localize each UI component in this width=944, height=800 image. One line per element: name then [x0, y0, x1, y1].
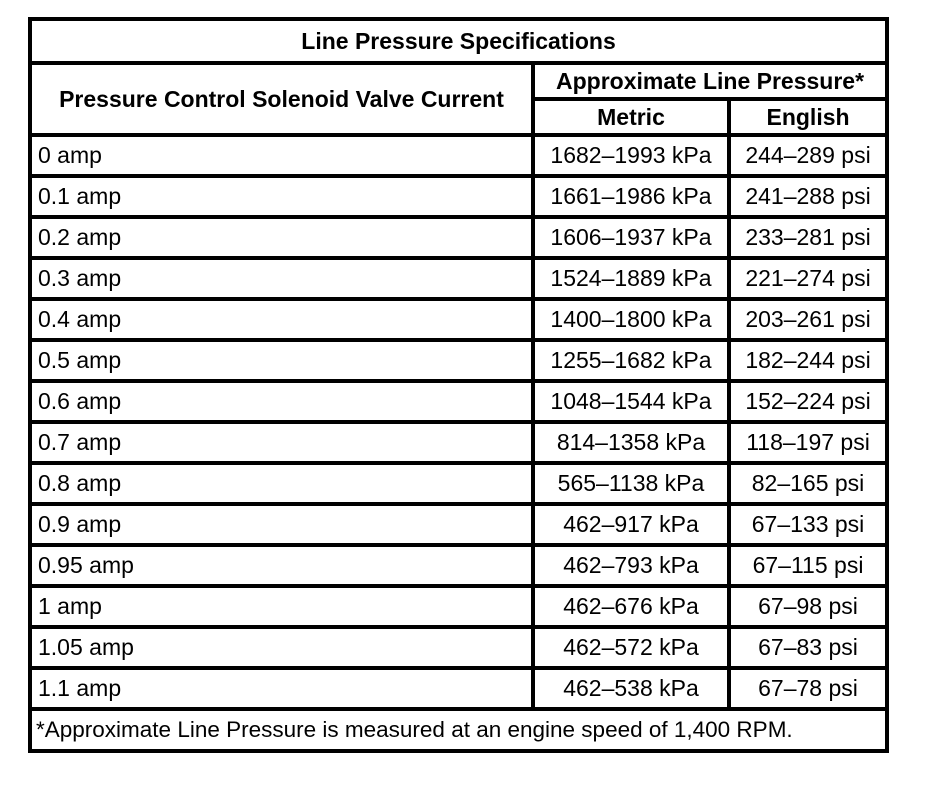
cell-current: 0.9 amp [30, 504, 533, 545]
cell-english: 221–274 psi [729, 258, 887, 299]
cell-english: 67–98 psi [729, 586, 887, 627]
cell-metric: 1255–1682 kPa [533, 340, 729, 381]
cell-current: 1 amp [30, 586, 533, 627]
table-row [30, 422, 887, 463]
cell-metric: 462–676 kPa [533, 586, 729, 627]
cell-metric: 1048–1544 kPa [533, 381, 729, 422]
table-row [30, 668, 887, 709]
line-pressure-table [28, 17, 889, 753]
cell-metric: 1400–1800 kPa [533, 299, 729, 340]
table-row [30, 504, 887, 545]
cell-current: 0.7 amp [30, 422, 533, 463]
cell-current: 0.6 amp [30, 381, 533, 422]
table-row [30, 340, 887, 381]
cell-metric: 1661–1986 kPa [533, 176, 729, 217]
table-row [30, 217, 887, 258]
cell-metric: 462–917 kPa [533, 504, 729, 545]
table-row [30, 545, 887, 586]
cell-metric: 462–538 kPa [533, 668, 729, 709]
cell-english: 241–288 psi [729, 176, 887, 217]
table-row [30, 586, 887, 627]
cell-current: 0.8 amp [30, 463, 533, 504]
cell-current: 0.5 amp [30, 340, 533, 381]
cell-metric: 1682–1993 kPa [533, 135, 729, 176]
table-row [30, 258, 887, 299]
cell-current: 0.2 amp [30, 217, 533, 258]
table-row [30, 627, 887, 668]
cell-current: 0.4 amp [30, 299, 533, 340]
cell-current: 0.95 amp [30, 545, 533, 586]
cell-english: 182–244 psi [729, 340, 887, 381]
cell-english: 233–281 psi [729, 217, 887, 258]
cell-current: 0.3 amp [30, 258, 533, 299]
cell-english: 67–115 psi [729, 545, 887, 586]
header-current: Pressure Control Solenoid Valve Current [30, 63, 533, 135]
cell-metric: 814–1358 kPa [533, 422, 729, 463]
cell-metric: 565–1138 kPa [533, 463, 729, 504]
cell-english: 244–289 psi [729, 135, 887, 176]
cell-metric: 462–572 kPa [533, 627, 729, 668]
cell-english: 152–224 psi [729, 381, 887, 422]
table-body [30, 135, 887, 709]
cell-english: 82–165 psi [729, 463, 887, 504]
table-row [30, 176, 887, 217]
cell-english: 118–197 psi [729, 422, 887, 463]
table-row [30, 299, 887, 340]
header-metric: Metric [533, 99, 729, 135]
cell-metric: 462–793 kPa [533, 545, 729, 586]
cell-current: 1.1 amp [30, 668, 533, 709]
cell-english: 67–83 psi [729, 627, 887, 668]
table-row [30, 135, 887, 176]
table-title: Line Pressure Specifications [30, 19, 887, 63]
cell-metric: 1524–1889 kPa [533, 258, 729, 299]
cell-current: 1.05 amp [30, 627, 533, 668]
cell-current: 0 amp [30, 135, 533, 176]
cell-english: 67–133 psi [729, 504, 887, 545]
cell-current: 0.1 amp [30, 176, 533, 217]
table-footnote: *Approximate Line Pressure is measured at an engine speed of 1,400 RPM. [30, 709, 887, 751]
cell-english: 203–261 psi [729, 299, 887, 340]
table-row [30, 463, 887, 504]
table-row [30, 381, 887, 422]
header-pressure-group: Approximate Line Pressure* [533, 63, 887, 99]
cell-metric: 1606–1937 kPa [533, 217, 729, 258]
header-english: English [729, 99, 887, 135]
cell-english: 67–78 psi [729, 668, 887, 709]
